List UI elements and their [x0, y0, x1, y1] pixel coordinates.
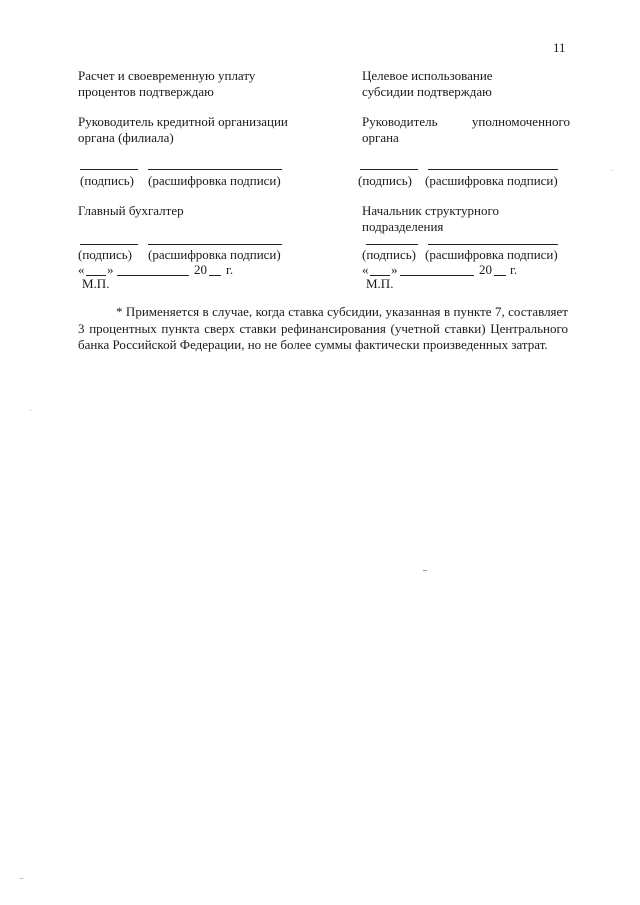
left-confirm-line1: Расчет и своевременную уплату [78, 68, 256, 83]
left-head-line2: органа (филиала) [78, 130, 174, 145]
left-signature-line-1 [80, 169, 138, 170]
left-head-line1: Руководитель кредитной организации [78, 114, 288, 129]
left-decode-caption-2: (расшифровка подписи) [148, 247, 281, 262]
right-decode-line-1 [428, 169, 558, 170]
left-date-close-quote: » [107, 262, 114, 277]
page-number: 11 [553, 40, 566, 55]
left-accountant-title: Главный бухгалтер [78, 203, 184, 218]
right-date-month-line [400, 275, 474, 276]
right-confirm-line2: субсидии подтверждаю [362, 84, 492, 99]
right-head-word2: уполномоченного [471, 114, 570, 129]
left-sig-caption-1: (подпись) [80, 173, 134, 188]
right-date-year: 20 [479, 262, 492, 277]
right-chief-line2: подразделения [362, 219, 444, 234]
right-date-open-quote: « [362, 262, 369, 277]
left-decode-line-2 [148, 244, 282, 245]
left-date-month-line [117, 275, 189, 276]
left-date-year-line [209, 275, 221, 276]
left-decode-line-1 [148, 169, 282, 170]
right-decode-caption-1: (расшифровка подписи) [425, 173, 558, 188]
left-decode-caption-1: (расшифровка подписи) [148, 173, 281, 188]
scan-speck [30, 410, 31, 411]
right-date-year-line [494, 275, 506, 276]
scan-speck [423, 570, 427, 571]
left-date-suffix: г. [226, 262, 234, 277]
right-date-close-quote: » [391, 262, 398, 277]
right-head-line2: органа [362, 130, 399, 145]
right-head-word1: Руководитель [362, 114, 438, 129]
right-decode-caption-2: (расшифровка подписи) [425, 247, 558, 262]
left-sig-caption-2: (подпись) [78, 247, 132, 262]
right-signature-line-1 [360, 169, 418, 170]
right-signature-line-2 [366, 244, 418, 245]
right-chief-line1: Начальник структурного [362, 203, 500, 218]
footnote [78, 304, 568, 354]
left-stamp: М.П. [82, 276, 110, 291]
right-confirm-line1: Целевое использование [362, 68, 493, 83]
right-sig-caption-1: (подпись) [358, 173, 412, 188]
right-head-line1 [362, 114, 570, 130]
scan-speck [20, 878, 23, 879]
left-date-open-quote: « [78, 262, 85, 277]
left-signature-line-2 [80, 244, 138, 245]
right-stamp: М.П. [366, 276, 394, 291]
left-confirm-line2: процентов подтверждаю [78, 84, 214, 99]
left-date-year: 20 [194, 262, 207, 277]
footnote-text: * Применяется в случае, когда ставка субсидии, указанная в пункте 7, составляет 3 процентных пункта сверх ставки рефинансирования (учетной ставки) Центрального банка Российской Федерации, но не более суммы фактически произведенных затрат. [78, 304, 568, 352]
right-sig-caption-2: (подпись) [362, 247, 416, 262]
right-decode-line-2 [428, 244, 558, 245]
right-date-suffix: г. [510, 262, 518, 277]
scan-speck [612, 170, 613, 171]
